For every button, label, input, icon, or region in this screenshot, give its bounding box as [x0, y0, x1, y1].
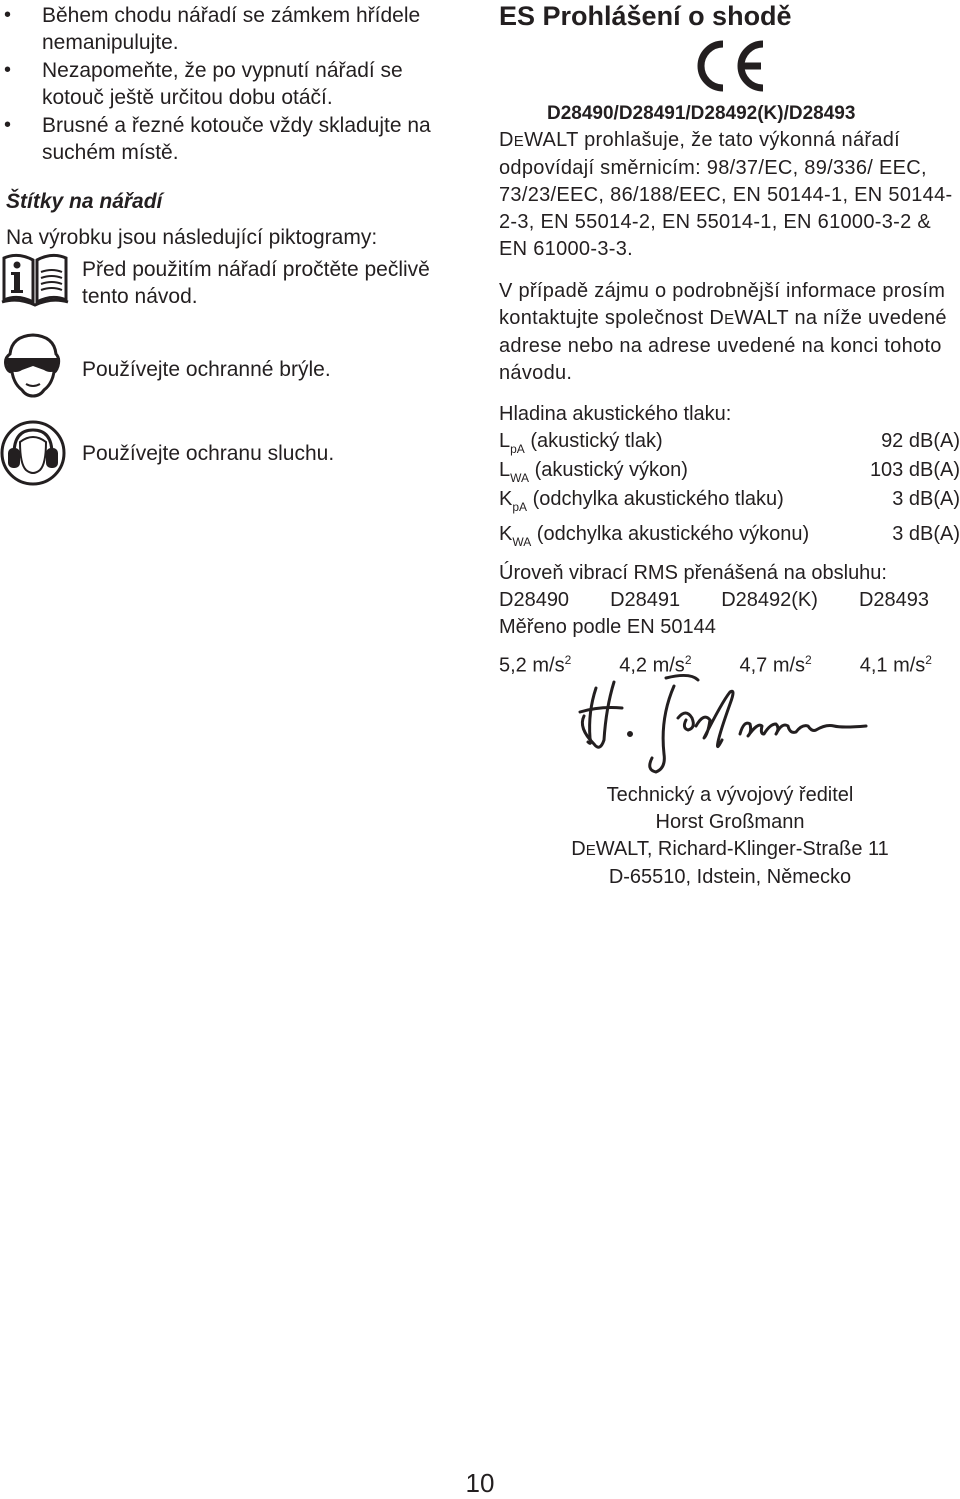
signatory-role: Technický a vývojový ředitel — [606, 784, 854, 806]
contact-paragraph — [499, 278, 960, 387]
pictogram-hearing-text: Používejte ochranu sluchu. — [82, 442, 335, 465]
acoustic-label: (odchylka akustického tlaku) — [527, 488, 784, 510]
ce-mark-icon — [689, 38, 767, 99]
vibration-model: D28491 — [610, 589, 681, 611]
brand-e: E — [513, 133, 525, 150]
bullet-item: • Nezapomeňte, že po vypnutí nářadí se kotouč ještě určitou dobu otáčí. — [0, 57, 470, 111]
acoustic-symbol: K — [499, 488, 513, 510]
vibration-model: D28492(K) — [721, 589, 818, 611]
labels-heading: Štítky na nářadí — [6, 190, 163, 213]
ear-protection-icon — [0, 420, 74, 491]
signatory-block — [500, 782, 960, 891]
vibration-model: D28493 — [858, 589, 929, 611]
bullet-item: • Během chodu nářadí se zámkem hřídele nemanipulujte. — [0, 2, 470, 56]
acoustic-row — [499, 486, 960, 515]
acoustic-label: (odchylka akustického výkonu) — [531, 523, 810, 545]
acoustic-subscript: pA — [510, 442, 525, 456]
right-column — [499, 0, 960, 677]
vibration-value: 4,2 $m/s^2$ — [619, 653, 692, 677]
vibration-heading: Úroveň vibrací RMS přenášená na obsluhu: — [499, 562, 887, 584]
acoustic-symbol: L — [499, 459, 511, 481]
acoustic-value: 3 dB(A) — [892, 488, 960, 510]
acoustic-data — [499, 401, 960, 550]
acoustic-subscript: WA — [510, 471, 530, 485]
manual-book-icon — [0, 250, 74, 313]
acoustic-row — [499, 428, 960, 457]
acoustic-heading: Hladina akustického tlaku: — [499, 403, 732, 425]
pictogram-row-hearing — [0, 420, 454, 491]
acoustic-symbol: K — [499, 523, 513, 545]
brand-e: E — [724, 311, 735, 328]
vibration-value: 5,2 $m/s^2$ — [499, 653, 572, 677]
ec-declaration-title: ES Prohlášení o shodě — [499, 1, 792, 31]
declaration-text: prohlašuje, že tato výkonná nářadí odpovídají směrnicím: 98/37/EC, 89/336/ EEC, 73/23/EEC, 86/188/EEC, EN 50144-1, EN 50144-2-3, EN 55014-2, EN 55014-1, EN 61000-3-2 & EN 61000-3-3. — [499, 129, 953, 260]
page-number: 10 — [465, 1468, 495, 1498]
pictogram-row-glasses — [0, 332, 454, 405]
acoustic-subscript: pA — [512, 500, 528, 514]
vibration-measured: Měřeno podle EN 50144 — [499, 616, 716, 638]
bullet-item: • Brusné a řezné kotouče vždy skladujte na suchém místě. — [0, 112, 470, 166]
model-numbers: D28490/D28491/D28492(K)/D28493 — [547, 103, 856, 124]
handwritten-signature — [570, 668, 880, 783]
contact-before: V případě zájmu o podrobnější informace prosím kontaktujte společnost — [499, 280, 946, 329]
vibration-models — [499, 587, 929, 614]
safety-bullet-list — [0, 2, 470, 166]
acoustic-symbol: L — [499, 430, 511, 452]
vibration-value: 4,7 $m/s^2$ — [739, 653, 812, 677]
pictogram-manual-text: Před použitím nářadí pročtěte pečlivě tento návod. — [82, 258, 430, 308]
signatory-city: D-65510, Idstein, Německo — [608, 866, 852, 888]
brand-rest: WALT — [734, 307, 789, 329]
acoustic-label: (akustický tlak) — [524, 430, 663, 452]
signatory-name: Horst Großmann — [655, 811, 805, 833]
brand-rest: WALT — [524, 129, 579, 151]
labels-intro: Na výrobku jsou následující piktogramy: — [6, 226, 378, 249]
brand-d: D — [499, 129, 514, 151]
pictogram-glasses-text: Používejte ochranné brýle. — [82, 358, 331, 381]
acoustic-value: 3 dB(A) — [892, 523, 960, 545]
safety-glasses-icon — [0, 332, 74, 405]
left-column — [0, 0, 470, 251]
brand-d: D — [709, 307, 725, 329]
declaration-paragraph — [499, 127, 960, 263]
pictogram-row-manual — [0, 250, 454, 313]
vibration-model: D28490 — [499, 589, 570, 611]
acoustic-row — [499, 457, 960, 486]
vibration-value: 4,1 $m/s^2$ — [859, 653, 932, 677]
vibration-data — [499, 560, 960, 680]
acoustic-row — [499, 521, 960, 550]
signatory-address: DEWALT, Richard-Klinger-Straße 11 — [571, 838, 889, 860]
acoustic-value: 103 dB(A) — [869, 459, 960, 481]
contact-after: na níže uvedené adrese nebo na adrese uvedené na konci tohoto návodu. — [499, 307, 947, 384]
acoustic-subscript: WA — [512, 535, 532, 549]
acoustic-label: (akustický výkon) — [529, 459, 688, 481]
acoustic-value: 92 dB(A) — [881, 430, 960, 452]
